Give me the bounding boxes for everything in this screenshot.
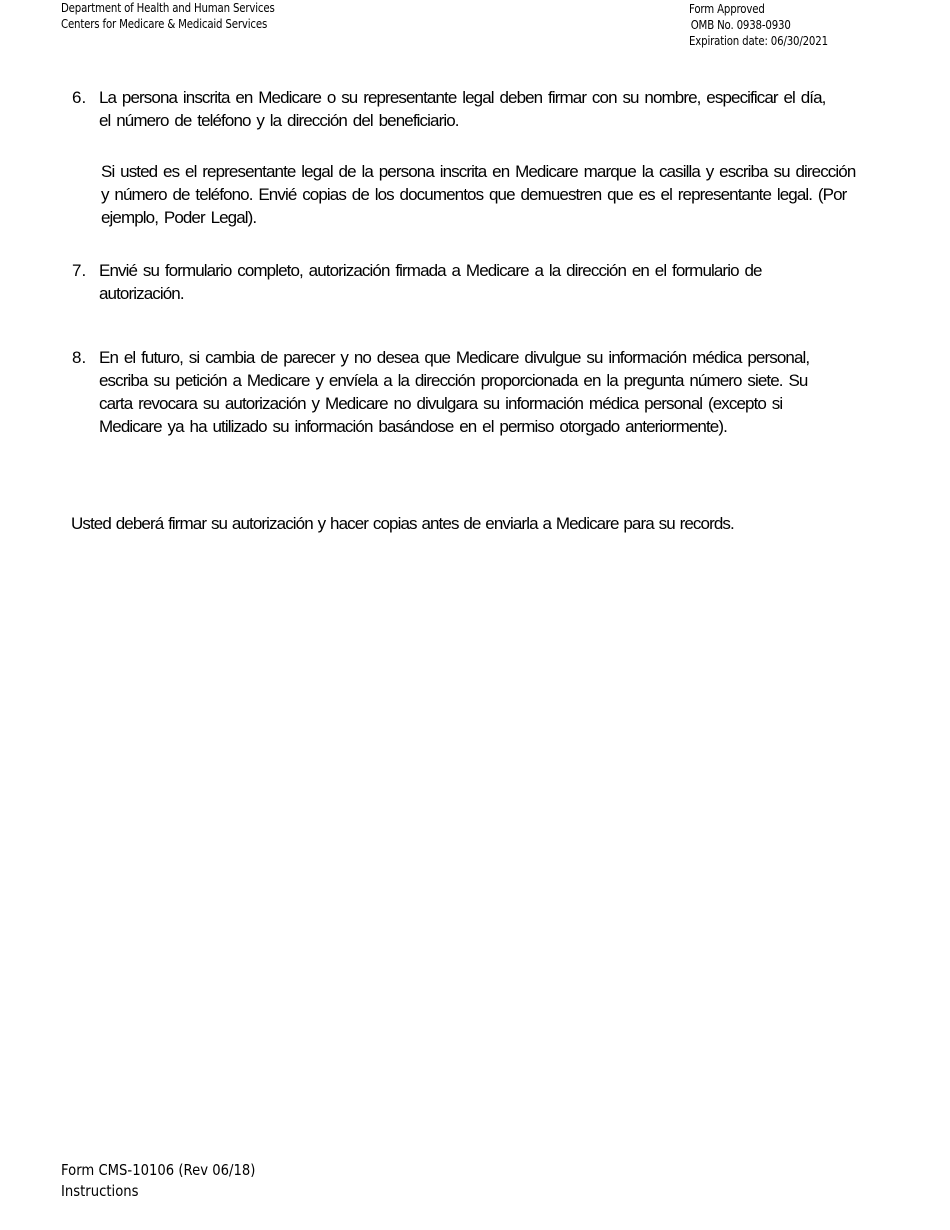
item-number: 6.: [72, 88, 87, 107]
instruction-item-7: [72, 259, 832, 305]
item-number: 7.: [72, 261, 87, 280]
form-approved-label: Form Approved: [689, 2, 765, 16]
form-approval-block: [689, 1, 828, 49]
item-text: En el futuro, si cambia de parecer y no desea que Medicare divulgue su información médica personal, escriba su petición a Medicare y envíela a la dirección proporcionada en la pregunta número siete. Su carta revocara su autorización y Medicare no divulgara su información médica personal (excepto si Medicare ya ha utilizado su información basándose en el permiso otorgado anteriormente).: [99, 348, 810, 436]
form-footer: [61, 1160, 255, 1202]
item-text: La persona inscrita en Medicare o su representante legal deben firmar con su nombre, especificar el día, el número de teléfono y la dirección del beneficiario.: [99, 88, 826, 130]
instruction-item-6: [72, 86, 832, 132]
footer-label: Instructions: [61, 1182, 139, 1200]
agency-name: Centers for Medicare & Medicaid Services: [61, 16, 268, 31]
representative-note: Si usted es el representante legal de la persona inscrita en Medicare marque la casilla y escriba su dirección y número de teléfono. Envié copias de los documentos que demuestren que es el representante legal. (Por ejemplo, Poder Legal).: [101, 162, 856, 227]
omb-number: OMB No. 0938-0930: [690, 18, 791, 32]
item-number: 8.: [72, 348, 87, 367]
agency-header: [61, 1, 275, 32]
instruction-item-8: [72, 346, 832, 438]
closing-statement: Usted deberá firmar su autorización y hacer copias antes de enviarla a Medicare para su records.: [71, 514, 734, 533]
department-name: Department of Health and Human Services: [61, 1, 275, 15]
item-text: Envié su formulario completo, autorización firmada a Medicare a la dirección en el formulario de autorización.: [99, 261, 762, 303]
form-number: Form CMS-10106 (Rev 06/18): [61, 1161, 256, 1179]
expiration-date: Expiration date: 06/30/2021: [689, 34, 828, 48]
